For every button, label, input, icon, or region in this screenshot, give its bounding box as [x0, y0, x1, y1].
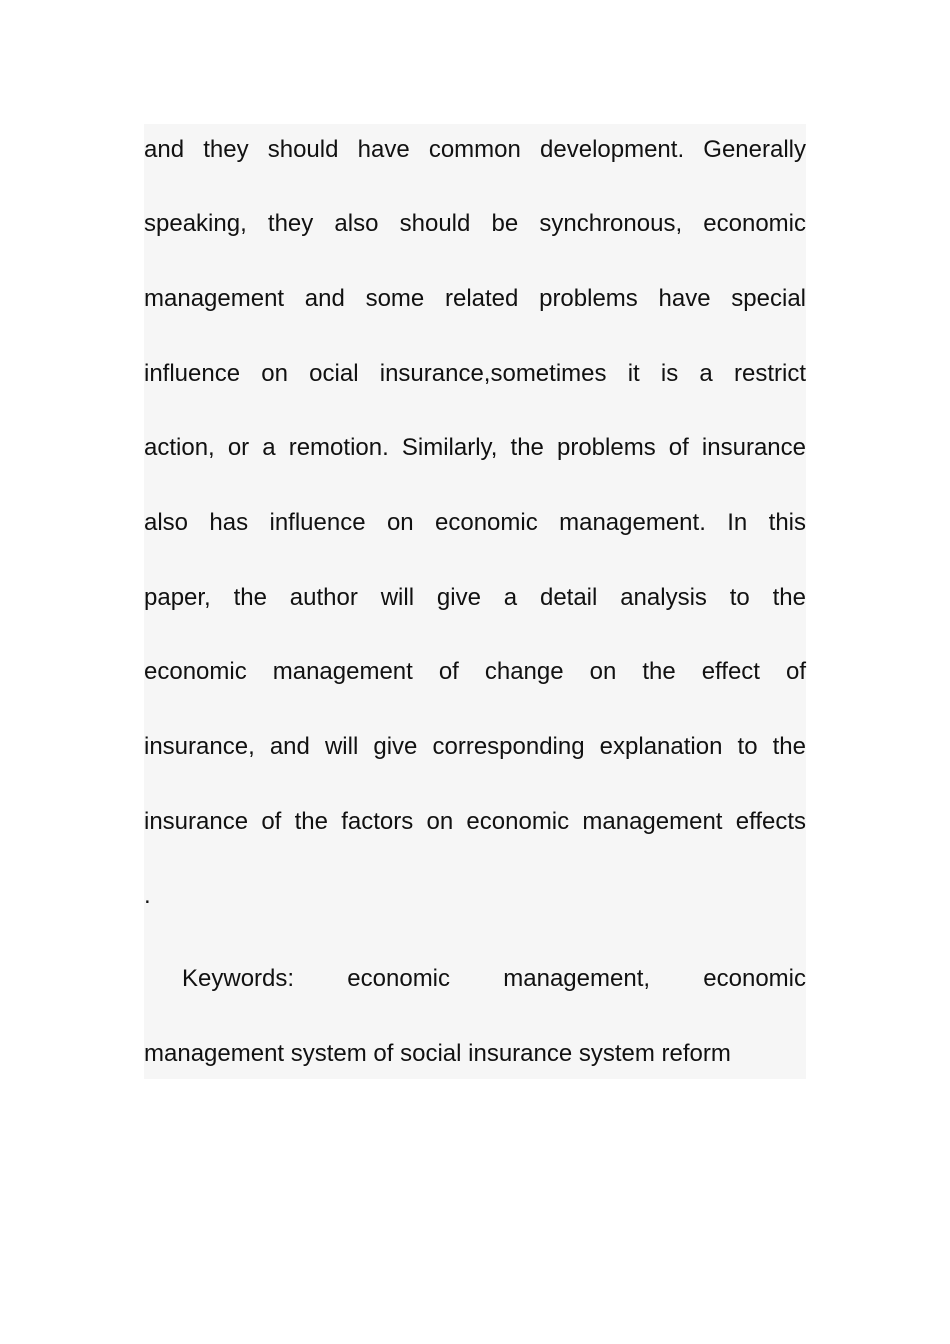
abstract-line: action, or a remotion. Similarly, the problems of insurance: [144, 434, 806, 461]
keywords-line: Keywords: economic management, economic: [182, 965, 806, 992]
abstract-line: speaking, they also should be synchronous, economic: [144, 210, 806, 237]
abstract-line: .: [144, 882, 151, 909]
abstract-line: influence on ocial insurance,sometimes it is a restrict: [144, 360, 806, 387]
abstract-line: management and some related problems have special: [144, 285, 806, 312]
abstract-line: and they should have common development. Generally: [144, 136, 806, 163]
keywords-line: management system of social insurance system reform: [144, 1040, 731, 1067]
abstract-line: paper, the author will give a detail analysis to the: [144, 584, 806, 611]
abstract-line: insurance of the factors on economic management effects: [144, 808, 806, 835]
abstract-line: also has influence on economic management. In this: [144, 509, 806, 536]
abstract-line: insurance, and will give corresponding explanation to the: [144, 733, 806, 760]
document-text-block: [144, 124, 806, 1079]
abstract-line: economic management of change on the effect of: [144, 658, 806, 685]
